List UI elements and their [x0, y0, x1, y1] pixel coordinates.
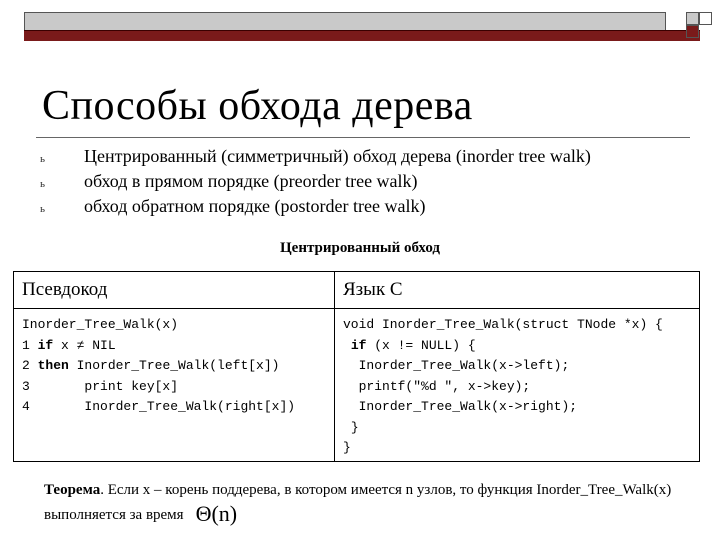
code-prefix: 4 — [22, 399, 38, 414]
code-text: } — [343, 440, 351, 455]
code-prefix: 3 — [22, 378, 38, 394]
code-text: void Inorder_Tree_Walk(struct TNode *x) { — [343, 317, 663, 332]
code-text: Inorder_Tree_Walk(left[x]) — [68, 358, 280, 373]
c-code-line — [343, 336, 699, 357]
pseudocode-line — [22, 377, 334, 398]
corner-square-white — [699, 12, 712, 25]
bullet-item — [40, 196, 591, 221]
c-code-line — [343, 377, 699, 398]
c-code-cell — [335, 309, 700, 462]
code-text: x ≠ NIL — [53, 337, 116, 353]
code-prefix: 2 — [22, 358, 38, 373]
code-text: Inorder_Tree_Walk(x->right); — [358, 399, 578, 414]
code-prefix — [343, 338, 351, 353]
code-text: } — [350, 419, 359, 435]
code-prefix — [343, 358, 359, 373]
pseudocode-line — [22, 336, 334, 357]
slide-title: Способы обхода дерева — [42, 83, 473, 129]
code-text: Inorder_Tree_Walk(x) — [22, 317, 179, 332]
code-keyword: then — [37, 358, 69, 373]
theorem-body: . Если x – корень поддерева, в котором имеется n узлов, то функция Inorder_Tree_Walk(x) выполняется за время — [44, 482, 672, 523]
table-header-row — [14, 272, 700, 309]
code-keyword: if — [350, 337, 367, 353]
theorem-text — [44, 480, 684, 526]
section-title: Центрированный обход — [280, 240, 440, 256]
bullet-marker-icon: ь — [40, 203, 46, 215]
table-row — [14, 309, 700, 462]
pseudocode-cell — [14, 309, 335, 462]
theorem-label: Теорема — [44, 482, 101, 498]
code-prefix — [343, 379, 359, 394]
code-text: printf("%d ", x->key); — [358, 378, 531, 394]
bullet-marker-icon: ь — [40, 178, 46, 190]
bullet-item — [40, 146, 591, 171]
bullet-item — [40, 171, 591, 196]
pseudocode-line — [22, 397, 334, 418]
code-prefix — [343, 420, 351, 435]
c-code-line — [343, 438, 699, 459]
code-comparison-table — [13, 271, 700, 462]
code-keyword: if — [37, 337, 54, 353]
corner-square-red — [686, 25, 699, 38]
code-text: Inorder_Tree_Walk(x->left); — [358, 358, 570, 373]
bullet-list — [40, 146, 591, 221]
c-code-line — [343, 315, 699, 336]
pseudocode-line — [22, 356, 334, 377]
header-pseudocode: Псевдокод — [14, 272, 335, 309]
bullet-text: обход обратном порядке (postorder tree walk) — [84, 196, 426, 216]
pseudocode-block — [14, 309, 334, 461]
c-code-line — [343, 418, 699, 439]
corner-square-gray — [686, 12, 699, 25]
c-code-line — [343, 356, 699, 377]
code-text: Inorder_Tree_Walk(right[x]) — [37, 399, 296, 414]
header-decor-bar — [24, 12, 666, 32]
code-prefix — [343, 399, 359, 414]
code-text: print key[x] — [37, 378, 179, 394]
bullet-marker-icon: ь — [40, 153, 46, 165]
header-c-language: Язык С — [335, 272, 700, 309]
bullet-text: Центрированный (симметричный) обход дерева (inorder tree walk) — [84, 146, 591, 166]
c-code-block — [335, 309, 699, 461]
code-text: (x != NULL) { — [366, 337, 476, 353]
pseudocode-line — [22, 315, 334, 336]
code-prefix: 1 — [22, 337, 38, 353]
complexity-formula: Θ(n) — [195, 501, 238, 526]
header-decor-stripe — [24, 30, 700, 41]
bullet-text: обход в прямом порядке (preorder tree walk) — [84, 171, 418, 191]
title-divider — [36, 137, 690, 138]
c-code-line — [343, 397, 699, 418]
